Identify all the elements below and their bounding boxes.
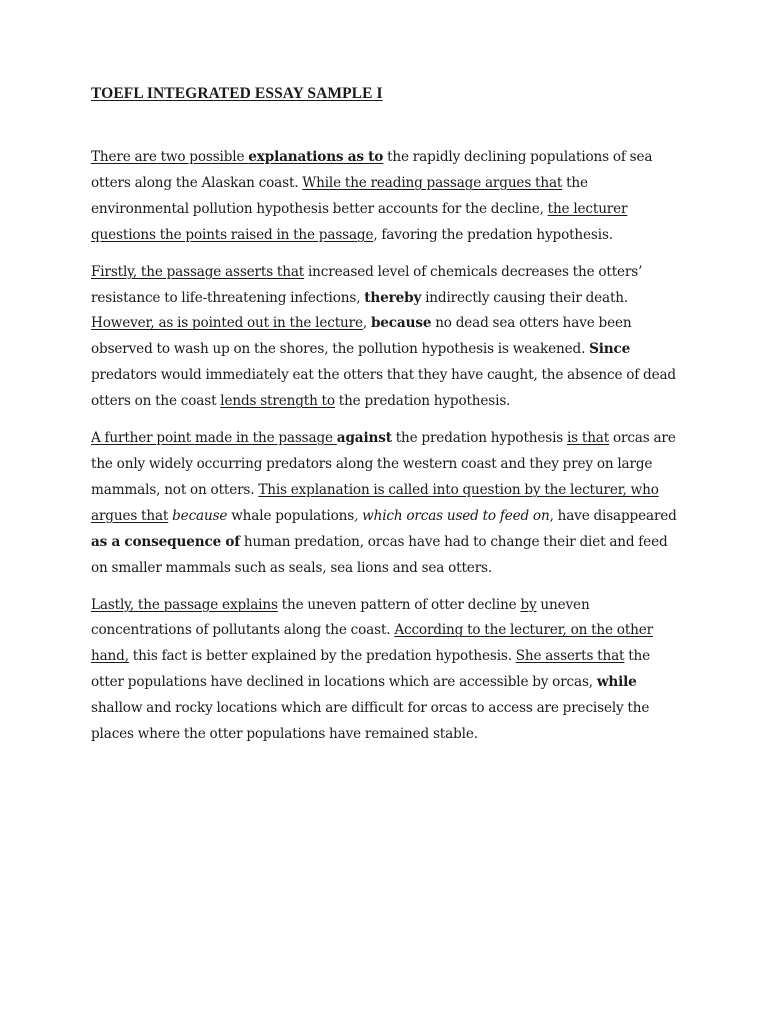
text-run: , which orcas used to feed on — [354, 507, 550, 524]
essay-body — [91, 145, 681, 748]
text-run: no dead sea otters have been observed to wash up on the shores, the pollution hypothesis is weakened. — [91, 315, 632, 358]
text-run: the predation hypothesis — [391, 430, 567, 447]
text-run: because — [370, 315, 432, 332]
text-run: Since — [589, 341, 631, 358]
essay-paragraph-4 — [91, 593, 681, 748]
text-run: shallow and rocky locations which are difficult for orcas to access are precisely the places where the otter populations have remained stable. — [91, 700, 650, 743]
document-title: TOEFL INTEGRATED ESSAY SAMPLE I — [91, 85, 383, 102]
text-run: However, as is pointed out in the lecture — [91, 315, 363, 332]
text-run: against — [336, 430, 392, 447]
text-run: uneven concentrations of pollutants along the coast. — [91, 596, 590, 639]
text-run: orcas are the only widely occurring predators along the western coast and they prey on large mammals, not on otters. — [91, 430, 676, 498]
document-page — [91, 84, 681, 759]
essay-paragraph-1 — [91, 145, 681, 249]
essay-paragraph-3 — [91, 426, 681, 581]
text-run: lends strength to — [220, 393, 335, 410]
text-run: According to the lecturer, on the other hand, — [91, 622, 653, 665]
text-run: indirectly causing their death. — [421, 289, 629, 306]
text-run: by — [520, 596, 537, 613]
text-run: This explanation is called into question by the lecturer, who argues that — [91, 481, 659, 524]
text-run: A further point made in the passage — [91, 430, 337, 447]
text-run: as a consequence of — [91, 533, 241, 550]
text-run: because — [172, 507, 228, 524]
essay-paragraph-2 — [91, 260, 681, 415]
text-run: Firstly, the passage asserts that — [91, 263, 305, 280]
text-run: There are two possible — [91, 149, 249, 165]
text-run: whale populations — [227, 507, 355, 524]
text-run: the lecturer questions the points raised in the passage — [91, 200, 628, 243]
text-run: the predation hypothesis. — [334, 393, 511, 410]
text-run: , — [362, 315, 371, 332]
text-run: this fact is better explained by the predation hypothesis. — [128, 648, 516, 665]
text-run: explanations as to — [248, 149, 384, 165]
text-run: the uneven pattern of otter decline — [277, 596, 521, 613]
text-run: predators would immediately eat the otters that they have caught, the absence of dead otters on the coast — [91, 367, 676, 410]
text-run: human predation, orcas have had to change their diet and feed on smaller mammals such as seals, sea lions and sea otters. — [91, 533, 668, 576]
text-run: , have disappeared — [549, 507, 677, 524]
text-run: Lastly, the passage explains — [91, 596, 278, 613]
text-run: thereby — [364, 289, 422, 306]
text-run: the otter populations have declined in locations which are accessible by orcas, — [91, 648, 651, 691]
text-run: While the reading passage argues that — [302, 174, 563, 191]
text-run: She asserts that — [515, 648, 625, 665]
text-run: is that — [566, 430, 610, 447]
text-run: the rapidly declining populations of sea otters along the Alaskan coast. — [91, 149, 653, 191]
text-run: increased level of chemicals decreases the otters’ resistance to life-threatening infections, — [91, 263, 643, 306]
text-run: while — [596, 674, 637, 691]
text-run: , favoring the predation hypothesis. — [373, 226, 613, 243]
text-run: the environmental pollution hypothesis better accounts for the decline, — [91, 174, 588, 217]
